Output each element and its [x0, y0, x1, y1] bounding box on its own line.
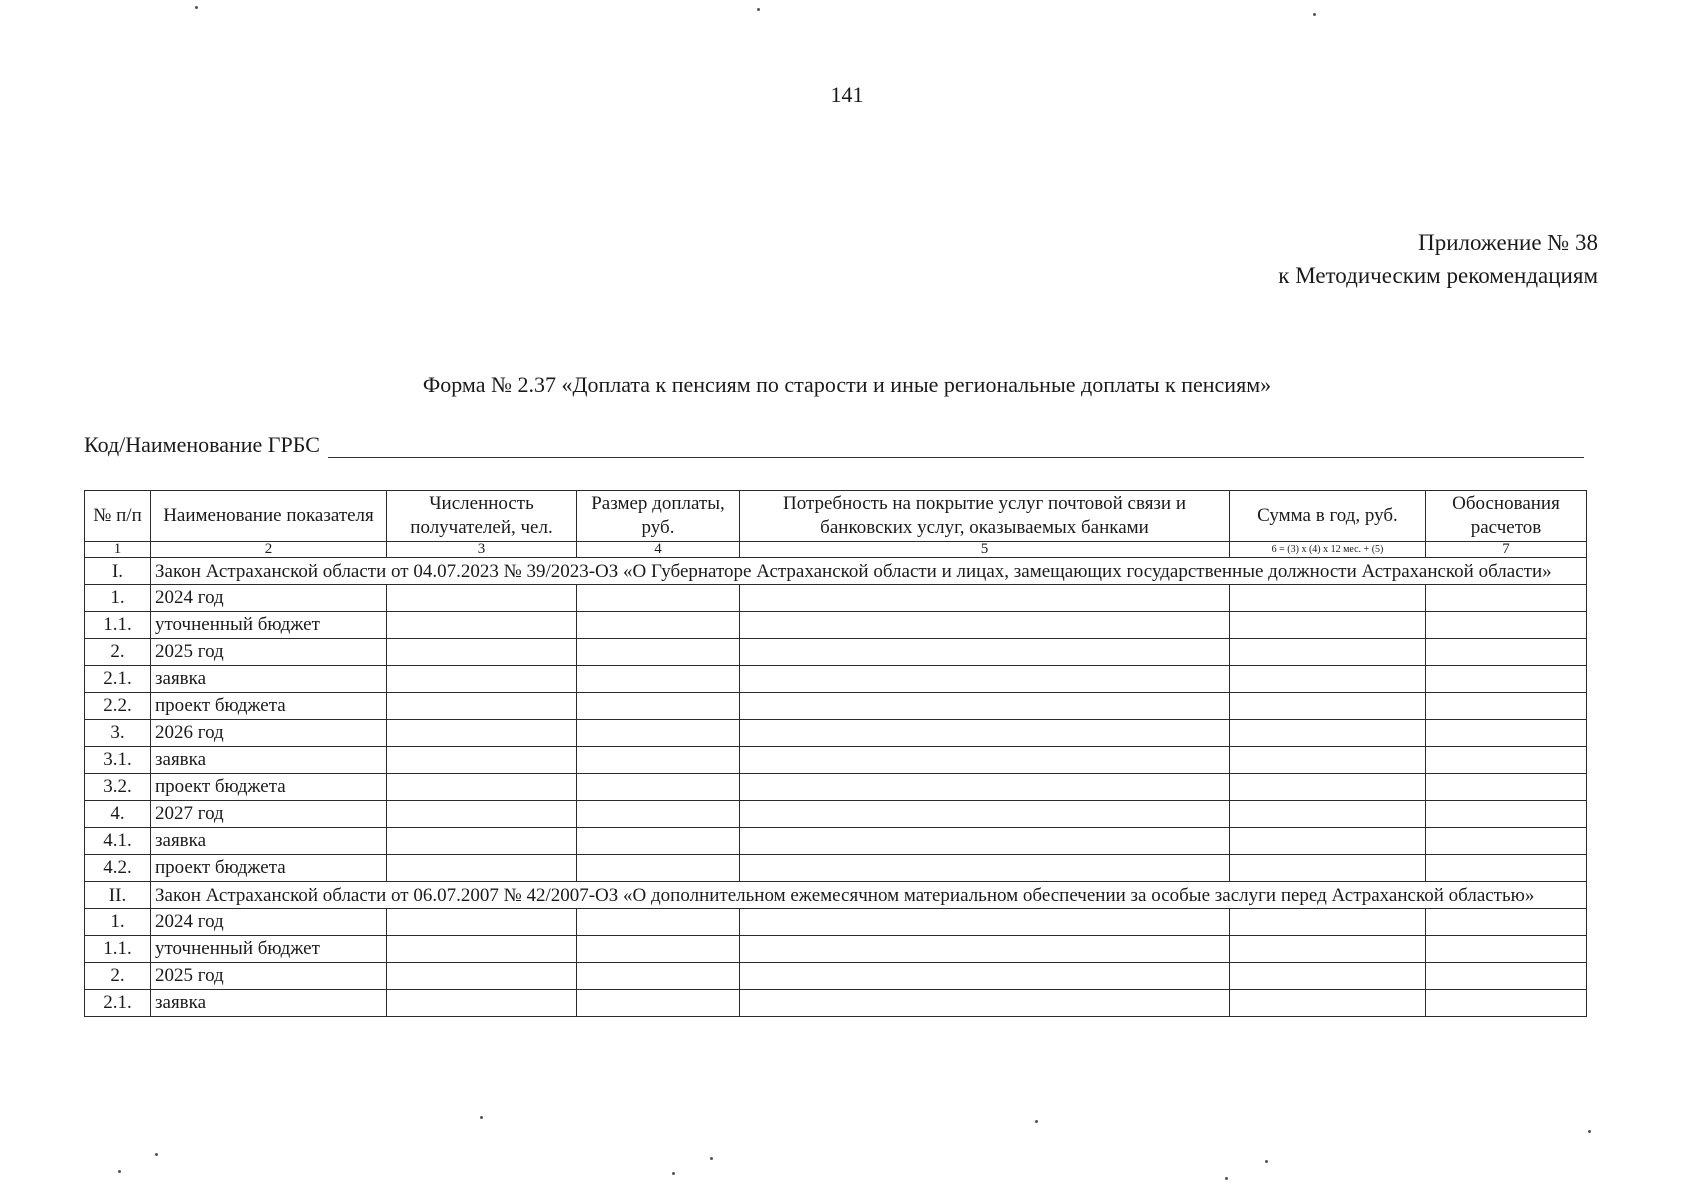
empty-cell[interactable]: [1426, 909, 1587, 936]
header-cell: Обоснования расчетов: [1426, 491, 1587, 542]
annex-line-2: к Методическим рекомендациям: [1278, 263, 1598, 288]
section-title: Закон Астраханской области от 04.07.2023 № 39/2023-ОЗ «О Губернаторе Астраханской области и лицах, замещающих государственные должности Астраханской области»: [151, 558, 1587, 585]
empty-cell[interactable]: [387, 612, 577, 639]
scan-speck: [757, 8, 760, 11]
empty-cell[interactable]: [577, 774, 740, 801]
row-name: проект бюджета: [151, 855, 387, 882]
empty-cell[interactable]: [740, 747, 1230, 774]
empty-cell[interactable]: [1426, 720, 1587, 747]
column-number: 5: [740, 542, 1230, 558]
empty-cell[interactable]: [740, 801, 1230, 828]
empty-cell[interactable]: [740, 720, 1230, 747]
empty-cell[interactable]: [1230, 909, 1426, 936]
empty-cell[interactable]: [1230, 666, 1426, 693]
empty-cell[interactable]: [1230, 639, 1426, 666]
row-number: 1.1.: [85, 936, 151, 963]
empty-cell[interactable]: [387, 828, 577, 855]
row-name: 2024 год: [151, 585, 387, 612]
section-number: I.: [85, 558, 151, 585]
empty-cell[interactable]: [740, 828, 1230, 855]
scan-speck: [1313, 13, 1316, 16]
empty-cell[interactable]: [387, 801, 577, 828]
empty-cell[interactable]: [1230, 963, 1426, 990]
row-name: 2024 год: [151, 909, 387, 936]
empty-cell[interactable]: [1426, 855, 1587, 882]
empty-cell[interactable]: [740, 774, 1230, 801]
empty-cell[interactable]: [1230, 828, 1426, 855]
empty-cell[interactable]: [1426, 774, 1587, 801]
row-number: 1.: [85, 909, 151, 936]
empty-cell[interactable]: [387, 909, 577, 936]
empty-cell[interactable]: [1230, 855, 1426, 882]
empty-cell[interactable]: [577, 612, 740, 639]
row-name: 2025 год: [151, 963, 387, 990]
empty-cell[interactable]: [740, 936, 1230, 963]
column-number: 1: [85, 542, 151, 558]
empty-cell[interactable]: [1230, 990, 1426, 1017]
row-name: уточненный бюджет: [151, 612, 387, 639]
row-number: 2.1.: [85, 666, 151, 693]
empty-cell[interactable]: [740, 666, 1230, 693]
empty-cell[interactable]: [740, 585, 1230, 612]
scan-speck: [1265, 1160, 1268, 1163]
header-cell: Наименование показателя: [151, 491, 387, 542]
row-name: проект бюджета: [151, 774, 387, 801]
empty-cell[interactable]: [577, 909, 740, 936]
empty-cell[interactable]: [1426, 666, 1587, 693]
scan-speck: [672, 1172, 675, 1175]
annex-block: [1278, 226, 1598, 292]
table-row: [85, 693, 1587, 720]
empty-cell[interactable]: [740, 963, 1230, 990]
empty-cell[interactable]: [577, 855, 740, 882]
row-number: 2.1.: [85, 990, 151, 1017]
empty-cell[interactable]: [740, 990, 1230, 1017]
empty-cell[interactable]: [1426, 828, 1587, 855]
empty-cell[interactable]: [740, 855, 1230, 882]
empty-cell[interactable]: [1230, 693, 1426, 720]
empty-cell[interactable]: [387, 963, 577, 990]
empty-cell[interactable]: [1426, 747, 1587, 774]
table-row: [85, 612, 1587, 639]
empty-cell[interactable]: [577, 963, 740, 990]
empty-cell[interactable]: [387, 693, 577, 720]
section-title: Закон Астраханской области от 06.07.2007 № 42/2007-ОЗ «О дополнительном ежемесячном материальном обеспечении за особые заслуги перед Астраханской областью»: [151, 882, 1587, 909]
row-number: 2.: [85, 639, 151, 666]
scan-speck: [155, 1153, 158, 1156]
empty-cell[interactable]: [577, 747, 740, 774]
empty-cell[interactable]: [1230, 801, 1426, 828]
column-number-row: [85, 542, 1587, 558]
table-row: [85, 855, 1587, 882]
empty-cell[interactable]: [1426, 693, 1587, 720]
empty-cell[interactable]: [577, 639, 740, 666]
scan-speck: [118, 1170, 121, 1173]
column-number: 3: [387, 542, 577, 558]
row-number: 4.1.: [85, 828, 151, 855]
row-name: заявка: [151, 828, 387, 855]
scan-speck: [1225, 1177, 1228, 1180]
table-row: [85, 774, 1587, 801]
empty-cell[interactable]: [1426, 801, 1587, 828]
annex-line-1: Приложение № 38: [1418, 230, 1598, 255]
empty-cell[interactable]: [1426, 612, 1587, 639]
empty-cell[interactable]: [1426, 936, 1587, 963]
row-number: 3.1.: [85, 747, 151, 774]
empty-cell[interactable]: [1426, 639, 1587, 666]
empty-cell[interactable]: [1230, 612, 1426, 639]
empty-cell[interactable]: [387, 990, 577, 1017]
form-title: Форма № 2.37 «Доплата к пенсиям по старости и иные региональные доплаты к пенсиям»: [422, 372, 1272, 397]
row-name: 2026 год: [151, 720, 387, 747]
empty-cell[interactable]: [1230, 774, 1426, 801]
table-row: [85, 990, 1587, 1017]
table-row: [85, 963, 1587, 990]
table-row: [85, 801, 1587, 828]
row-name: уточненный бюджет: [151, 936, 387, 963]
row-name: 2027 год: [151, 801, 387, 828]
column-number-formula: 6 = (3) x (4) x 12 мес. + (5): [1230, 542, 1426, 558]
empty-cell[interactable]: [577, 990, 740, 1017]
row-number: 2.2.: [85, 693, 151, 720]
empty-cell[interactable]: [1426, 963, 1587, 990]
table-body: [85, 558, 1587, 1017]
scan-speck: [480, 1116, 483, 1119]
empty-cell[interactable]: [577, 666, 740, 693]
empty-cell[interactable]: [740, 639, 1230, 666]
row-number: 4.: [85, 801, 151, 828]
grbs-input-line: [328, 437, 1584, 458]
row-number: 3.: [85, 720, 151, 747]
scan-speck: [1035, 1120, 1038, 1123]
empty-cell[interactable]: [387, 774, 577, 801]
empty-cell[interactable]: [740, 612, 1230, 639]
table-row: [85, 585, 1587, 612]
grbs-field: [84, 432, 1584, 458]
row-name: проект бюджета: [151, 693, 387, 720]
header-row: [85, 491, 1587, 542]
empty-cell[interactable]: [387, 666, 577, 693]
empty-cell[interactable]: [387, 747, 577, 774]
section-row: [85, 558, 1587, 585]
empty-cell[interactable]: [387, 855, 577, 882]
row-name: заявка: [151, 990, 387, 1017]
empty-cell[interactable]: [740, 909, 1230, 936]
row-name: заявка: [151, 747, 387, 774]
scan-speck: [195, 6, 198, 9]
grbs-label: Код/Наименование ГРБС: [84, 432, 320, 457]
empty-cell[interactable]: [740, 693, 1230, 720]
empty-cell[interactable]: [577, 585, 740, 612]
table-row: [85, 639, 1587, 666]
table-row: [85, 720, 1587, 747]
header-cell: Размер доплаты, руб.: [577, 491, 740, 542]
row-number: 1.: [85, 585, 151, 612]
empty-cell[interactable]: [577, 801, 740, 828]
column-number: 4: [577, 542, 740, 558]
row-number: 1.1.: [85, 612, 151, 639]
empty-cell[interactable]: [1230, 585, 1426, 612]
row-name: 2025 год: [151, 639, 387, 666]
page-number: 141: [830, 82, 864, 107]
scan-speck: [710, 1157, 713, 1160]
empty-cell[interactable]: [1230, 720, 1426, 747]
empty-cell[interactable]: [1230, 747, 1426, 774]
table-row: [85, 936, 1587, 963]
empty-cell[interactable]: [387, 720, 577, 747]
empty-cell[interactable]: [577, 693, 740, 720]
section-row: [85, 882, 1587, 909]
table-row: [85, 828, 1587, 855]
empty-cell[interactable]: [577, 720, 740, 747]
column-number: 2: [151, 542, 387, 558]
column-number: 7: [1426, 542, 1587, 558]
row-number: 2.: [85, 963, 151, 990]
empty-cell[interactable]: [387, 585, 577, 612]
row-number: 4.2.: [85, 855, 151, 882]
empty-cell[interactable]: [387, 639, 577, 666]
empty-cell[interactable]: [1426, 585, 1587, 612]
table-row: [85, 747, 1587, 774]
header-cell: № п/п: [85, 491, 151, 542]
empty-cell[interactable]: [1230, 936, 1426, 963]
row-name: заявка: [151, 666, 387, 693]
table-row: [85, 666, 1587, 693]
empty-cell[interactable]: [1426, 990, 1587, 1017]
row-number: 3.2.: [85, 774, 151, 801]
empty-cell[interactable]: [577, 936, 740, 963]
table-row: [85, 909, 1587, 936]
header-cell: Потребность на покрытие услуг почтовой связи и банковских услуг, оказываемых банками: [740, 491, 1230, 542]
form-table: [84, 490, 1587, 1017]
empty-cell[interactable]: [387, 936, 577, 963]
header-cell: Сумма в год, руб.: [1230, 491, 1426, 542]
header-cell: Численность получателей, чел.: [387, 491, 577, 542]
scan-speck: [1588, 1130, 1591, 1133]
empty-cell[interactable]: [577, 828, 740, 855]
section-number: II.: [85, 882, 151, 909]
